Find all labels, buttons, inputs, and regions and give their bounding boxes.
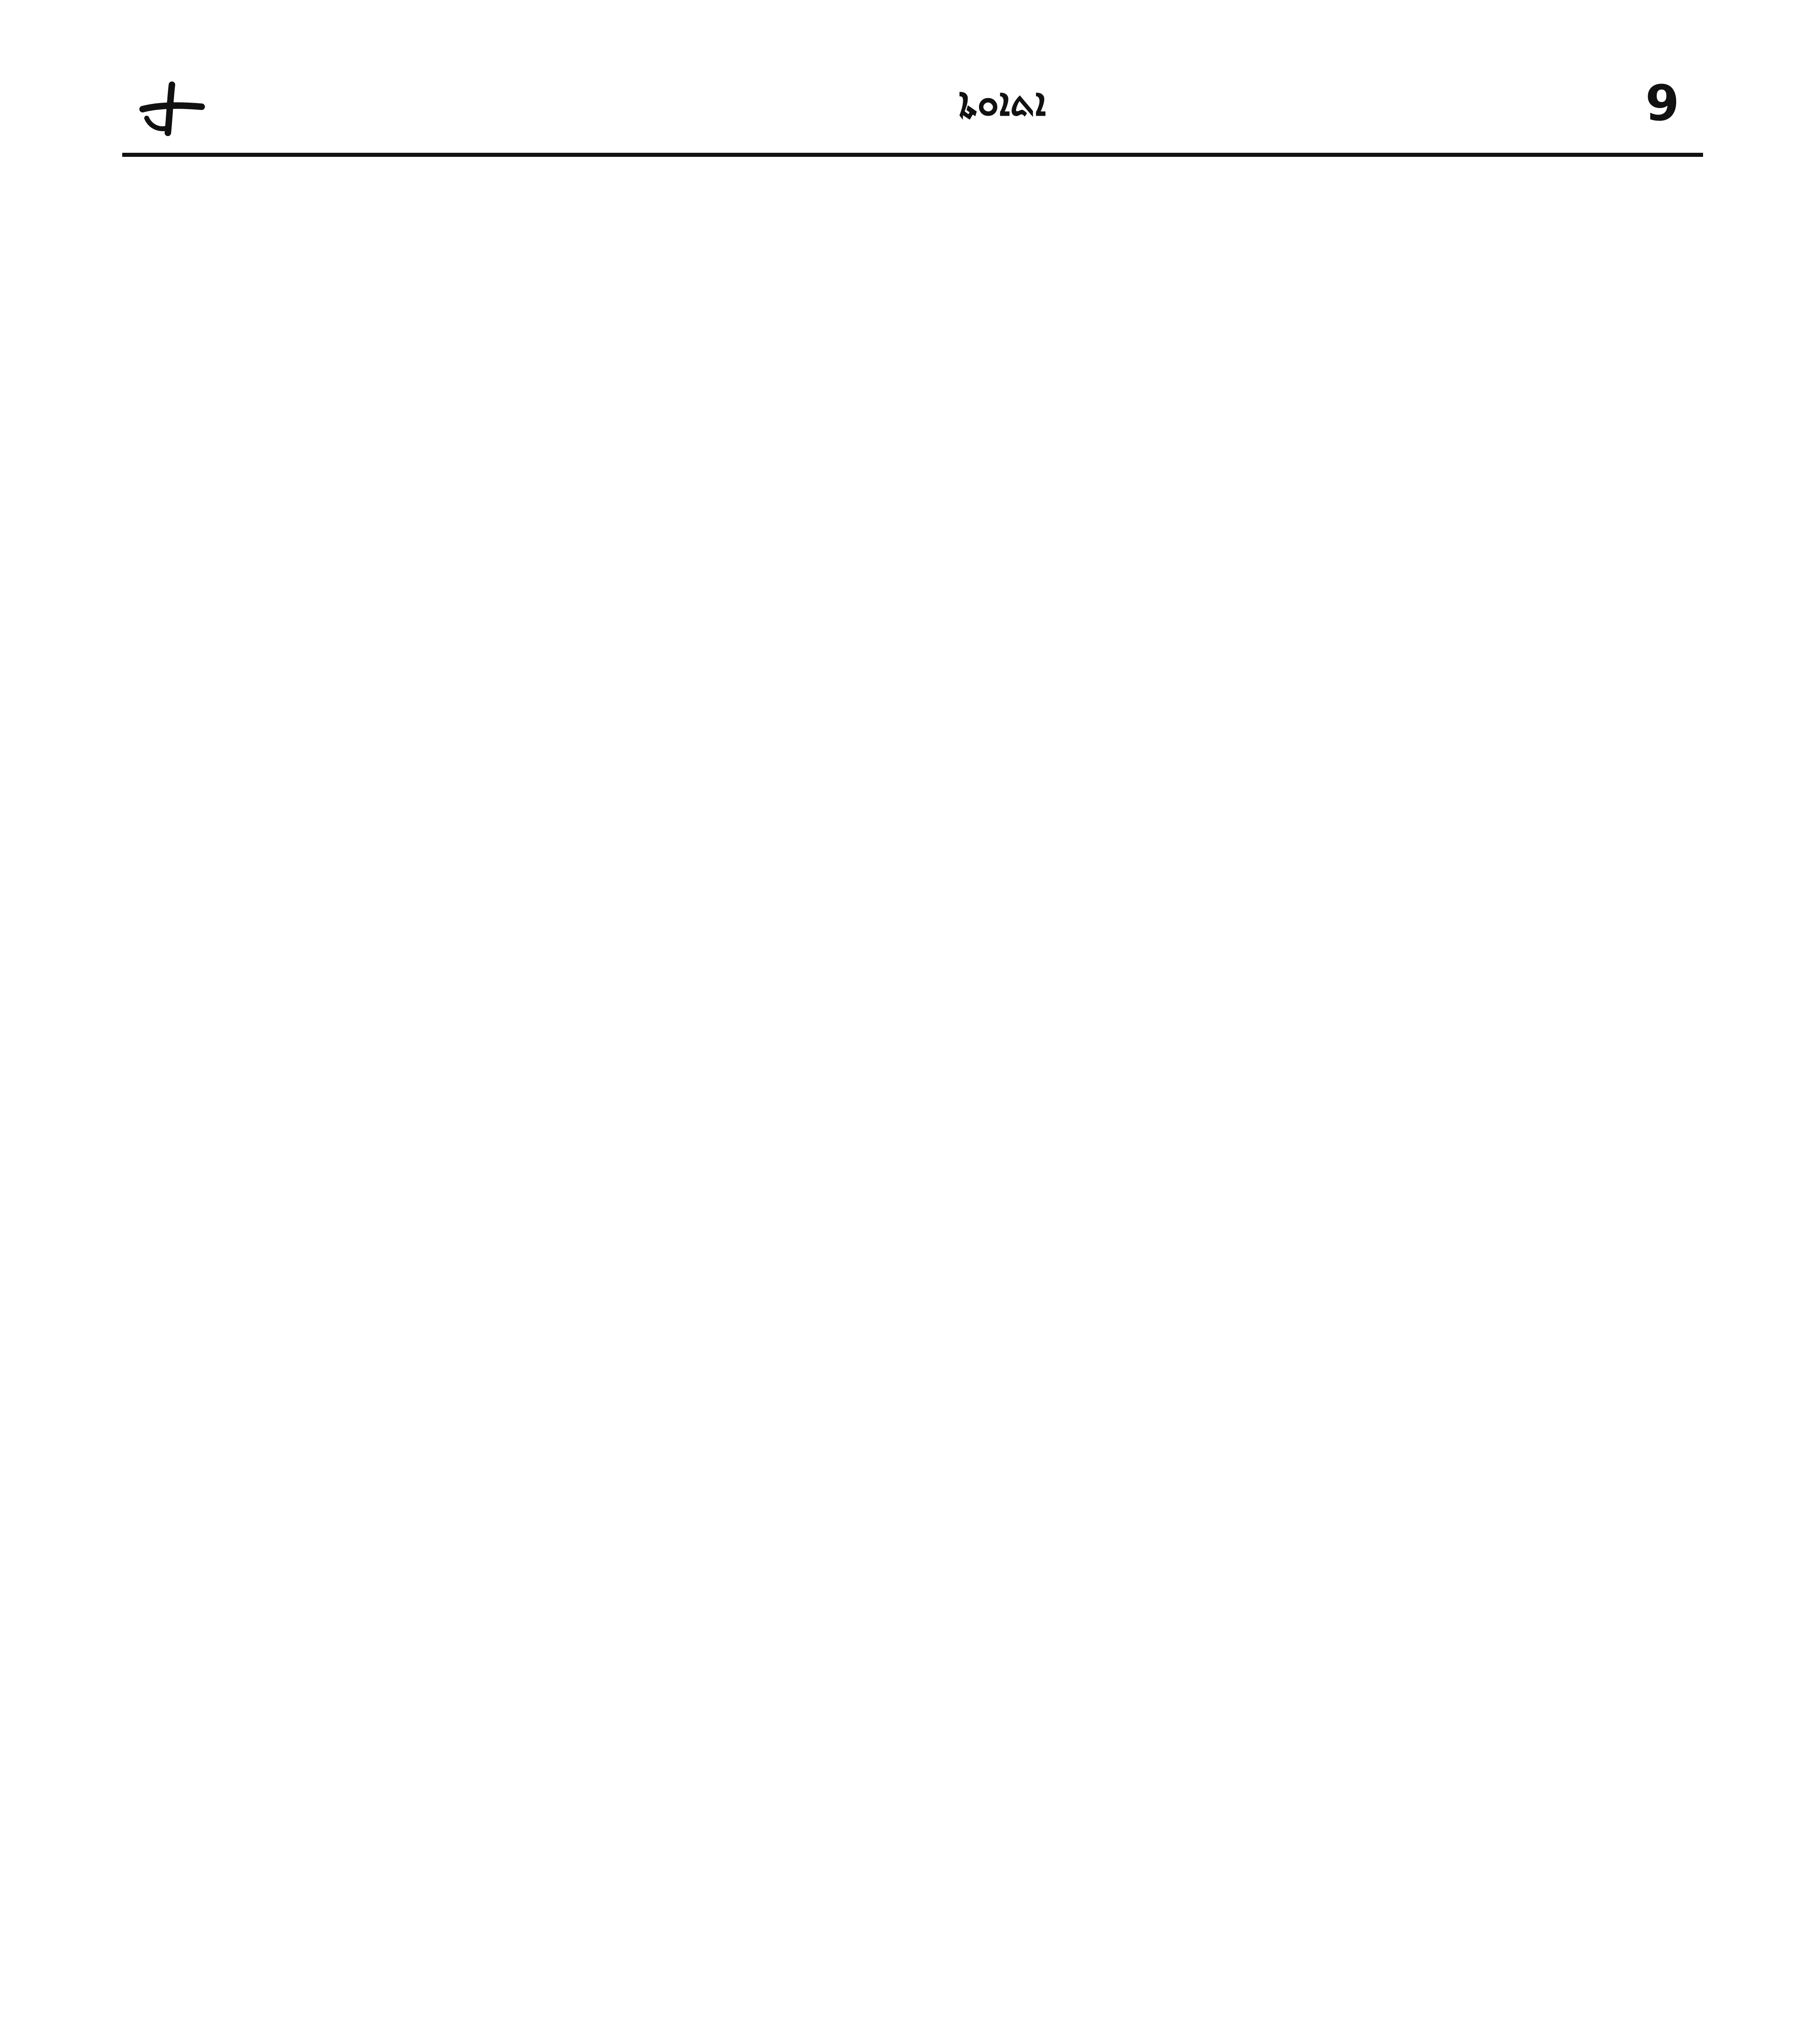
- page-title: ܐܬܐܘܬܐ: [958, 79, 1046, 125]
- paragraph-4: [122, 374, 1703, 446]
- paragraph-3: [122, 302, 1703, 374]
- ornament-mark-icon: [134, 77, 208, 139]
- paragraph-2: [122, 231, 1703, 302]
- body-text: [122, 159, 1703, 446]
- running-header: [122, 61, 1703, 159]
- header-divider: [122, 153, 1703, 157]
- paragraph-1: [122, 159, 1703, 231]
- page-number: 9: [1645, 75, 1679, 132]
